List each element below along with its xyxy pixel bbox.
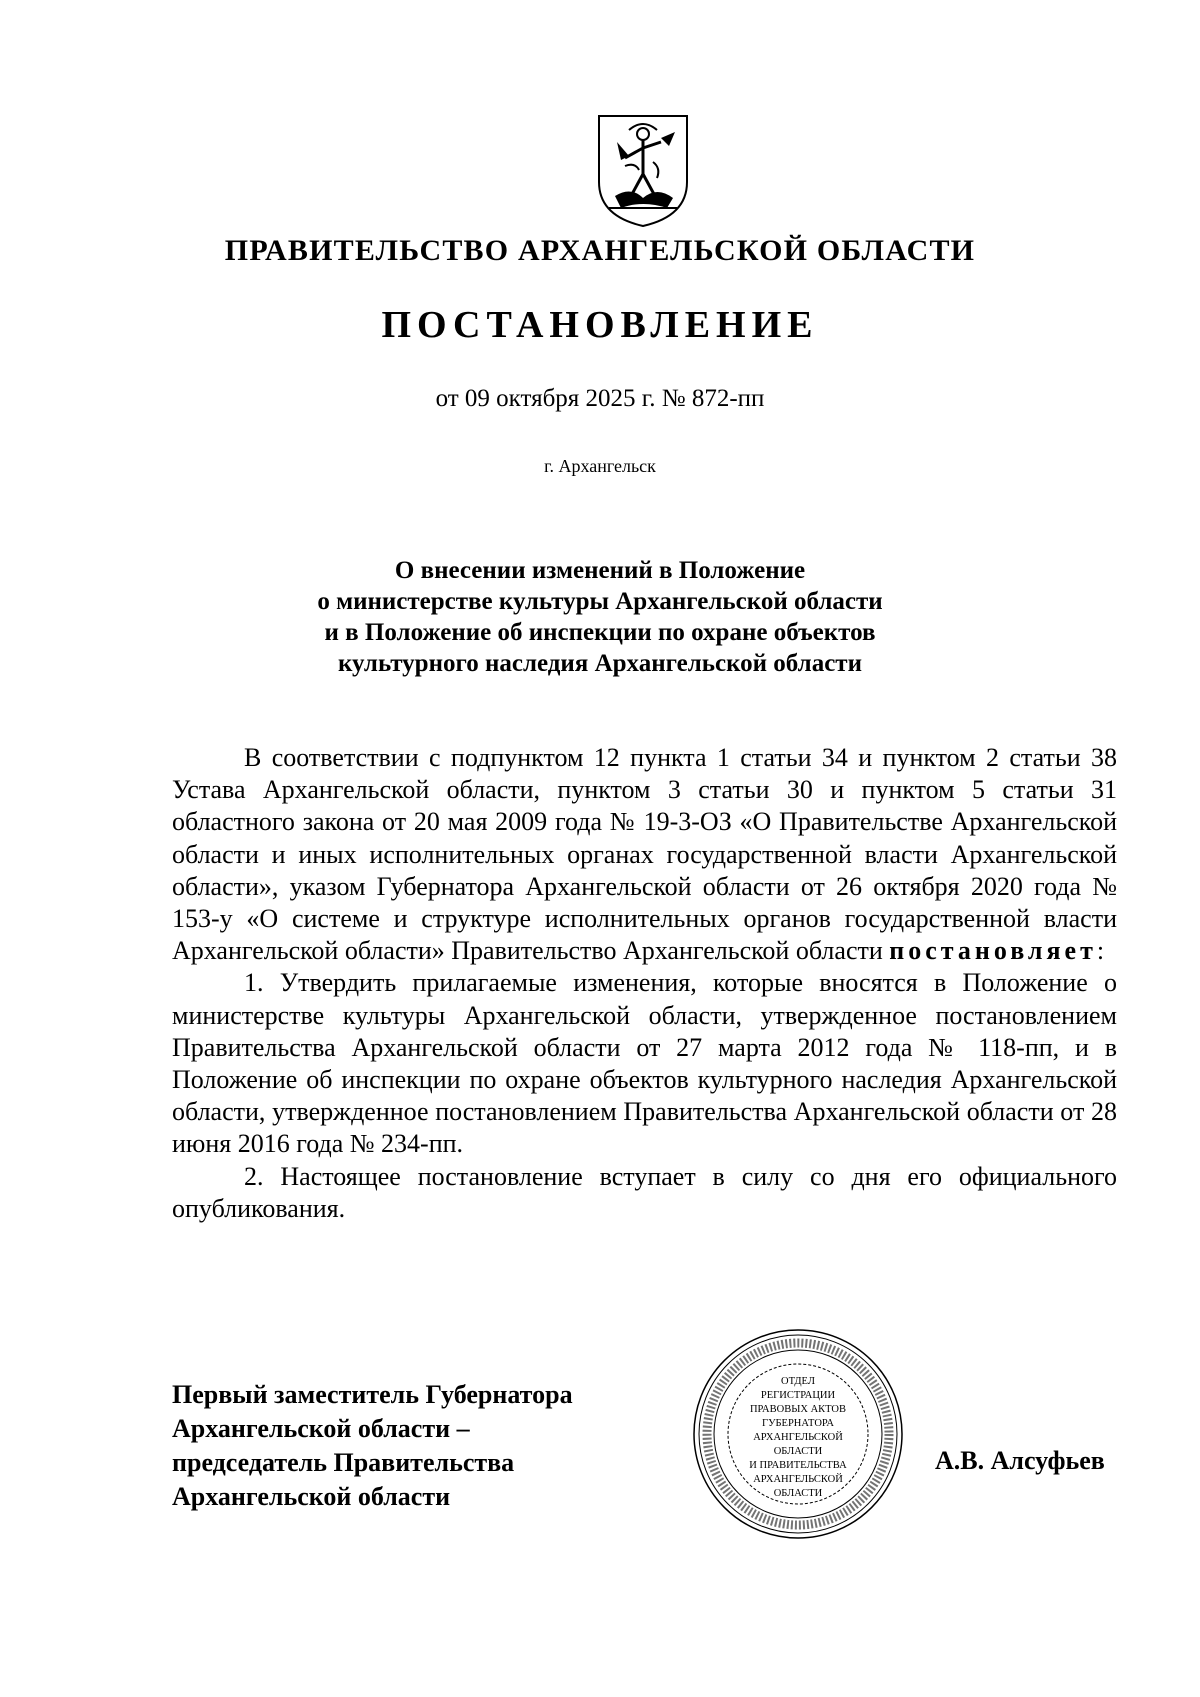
title-line: о министерстве культуры Архангельской области — [317, 588, 883, 615]
seal-text-line: ОБЛАСТИ — [773, 1488, 823, 1499]
title-line: О внесении изменений в Положение — [394, 557, 806, 584]
seal-text-line: АРХАНГЕЛЬСКОЙ — [753, 1432, 843, 1443]
seal-text-line: И ПРАВИТЕЛЬСТВА — [749, 1460, 847, 1471]
preamble-text: В соответствии с подпунктом 12 пункта 1 статьи 34 и пунктом 2 статьи 38 Устава Архангельской области, пунктом 3 статьи 30 и пунктом 5 статьи 31 областного закона от 20 мая 2009 года № 19-3-ОЗ «О Правительстве Архангельской области и иных исполнительных органах государственной власти Архангельской области», указом Губернатора Архангельской области от 26 октября 2020 года № 153-у «О системе и структуре исполнительных органов государственной власти Архангельской области» Правительство Архангельской области — [172, 743, 1117, 966]
signatory-position-line: Первый заместитель Губернатора — [172, 1380, 573, 1409]
government-name: ПРАВИТЕЛЬСТВО АРХАНГЕЛЬСКОЙ ОБЛАСТИ — [224, 234, 976, 267]
signatory-position — [172, 1378, 573, 1514]
item-2-paragraph: 2. Настоящее постановление вступает в силу со дня его официального опубликования. — [172, 1161, 1117, 1223]
signatory-name: А.В. Алсуфьев — [935, 1446, 1105, 1475]
seal-text-line: ОБЛАСТИ — [773, 1446, 823, 1457]
document-city: г. Архангельск — [544, 456, 656, 476]
seal-text-line: РЕГИСТРАЦИИ — [760, 1390, 836, 1401]
seal-text-line: ОТДЕЛ — [781, 1376, 815, 1387]
seal-text-line: АРХАНГЕЛЬСКОЙ — [753, 1474, 843, 1485]
title-line: и в Положение об инспекции по охране объектов — [324, 619, 876, 646]
document-title — [200, 555, 1000, 679]
preamble-colon: : — [1096, 936, 1105, 966]
official-seal — [688, 1324, 908, 1544]
preamble-paragraph — [172, 742, 1117, 967]
title-line: культурного наследия Архангельской области — [338, 650, 862, 677]
resolves-word: постановляет — [889, 936, 1097, 966]
signatory-position-line: Архангельской области — [172, 1482, 451, 1511]
item-1-paragraph: 1. Утвердить прилагаемые изменения, которые вносятся в Положение о министерстве культуры Архангельской области, утвержденное постановлением Правительства Архангельской области от 27 марта 2012 года № 118-пп, и в Положение об инспекции по охране объектов культурного наследия Архангельской области, утвержденное постановлением Правительства Архангельской области от 28 июня 2016 года № 234-пп. — [172, 968, 1117, 1159]
signatory-position-line: Архангельской области – — [172, 1414, 470, 1443]
signatory-position-line: председатель Правительства — [172, 1448, 515, 1477]
document-type: ПОСТАНОВЛЕНИЕ — [381, 304, 819, 346]
document-body — [172, 742, 1117, 1225]
seal-text-line: ПРАВОВЫХ АКТОВ — [749, 1404, 847, 1415]
document-date-number: от 09 октября 2025 г. № 872-пп — [435, 385, 765, 412]
seal-text-line: ГУБЕРНАТОРА — [762, 1418, 834, 1429]
coat-of-arms-icon — [595, 112, 691, 228]
